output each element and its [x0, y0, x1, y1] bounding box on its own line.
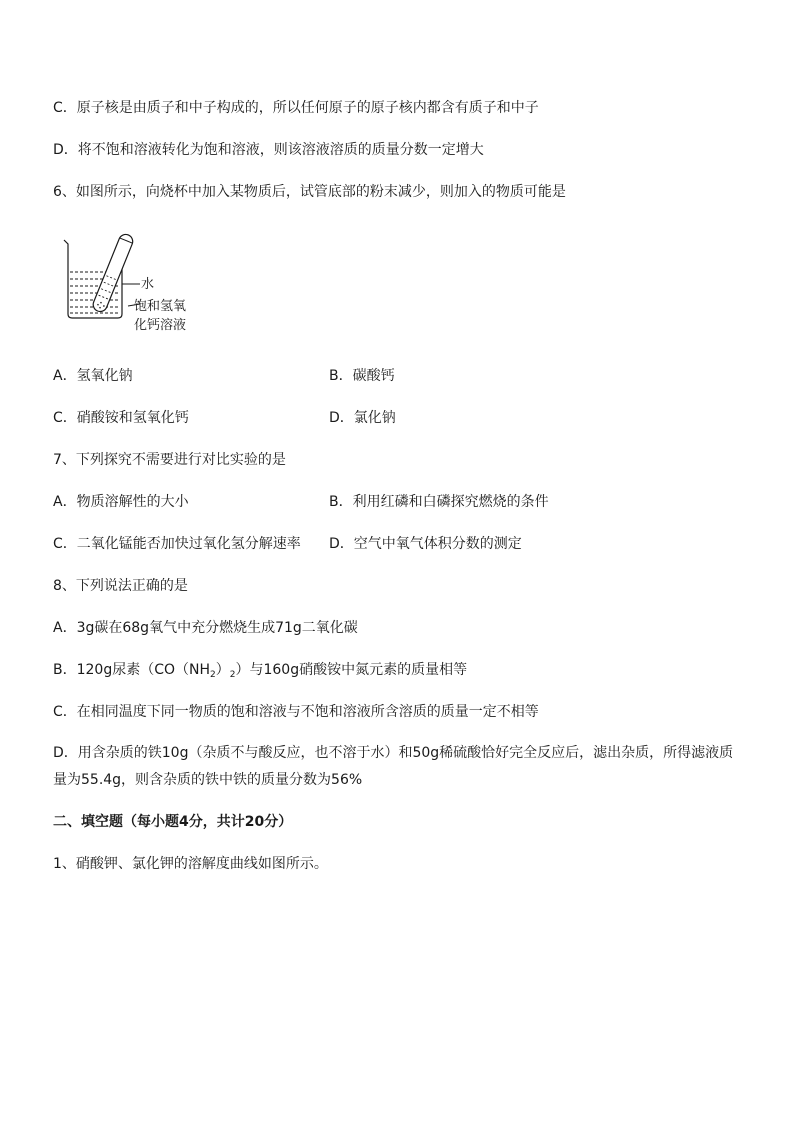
water-label: 水 [141, 277, 155, 292]
q5-option-c: C．原子核是由质子和中子构成的，所以任何原子的原子核内都含有质子和中子 [53, 100, 539, 116]
q7-option-a: A．物质溶解性的大小 [53, 494, 189, 510]
q8-option-a: A．3g碳在68g氧气中充分燃烧生成71g二氧化碳 [53, 620, 358, 636]
q8-stem: 8、下列说法正确的是 [53, 578, 188, 594]
q8-option-c: C．在相同温度下同一物质的饱和溶液与不饱和溶液所含溶质的质量一定不相等 [53, 704, 539, 720]
q7-option-b: B．利用红磷和白磷探究燃烧的条件 [329, 494, 549, 510]
q7-stem: 7、下列探究不需要进行对比实验的是 [53, 452, 286, 468]
q6-stem: 6、如图所示，向烧杯中加入某物质后，试管底部的粉末减少，则加入的物质可能是 [53, 184, 566, 200]
section-heading: 二、填空题（每小题4分，共计20分） [53, 814, 293, 830]
q8-option-d: D．用含杂质的铁10g（杂质不与酸反应，也不溶于水）和50g稀硫酸恰好完全反应后，滤出杂质，所得滤液质量为55.4g，则含杂质的铁中铁的质量分数为56% [53, 745, 734, 788]
q6-option-d: D．氯化钠 [329, 410, 396, 426]
q8-option-b-sub1: 2 [210, 670, 216, 680]
solution-label-line1: 饱和氢氧 [134, 299, 187, 314]
q5-option-d: D．将不饱和溶液转化为饱和溶液，则该溶液溶质的质量分数一定增大 [53, 142, 484, 158]
q7-option-c: C．二氧化锰能否加快过氧化氢分解速率 [53, 536, 301, 552]
beaker-test-tube-figure [62, 228, 222, 340]
q6-option-b: B．碳酸钙 [329, 368, 395, 384]
q7-option-d: D．空气中氧气体积分数的测定 [329, 536, 522, 552]
q8-option-b-part3: ）与160g硝酸铵中氮元素的质量相等 [235, 662, 468, 678]
q8-option-b-part1: B．120g尿素（CO（NH [53, 662, 211, 678]
section2-q1-stem: 1、硝酸钾、氯化钾的溶解度曲线如图所示。 [53, 856, 328, 872]
q8-option-b [53, 660, 467, 685]
q8-option-b-part2: ） [215, 662, 230, 678]
q6-option-a: A．氢氧化钠 [53, 368, 133, 384]
q6-option-c: C．硝酸铵和氢氧化钙 [53, 410, 189, 426]
q8-option-b-sub2: 2 [229, 670, 236, 680]
solution-label-line2: 化钙溶液 [134, 318, 187, 333]
